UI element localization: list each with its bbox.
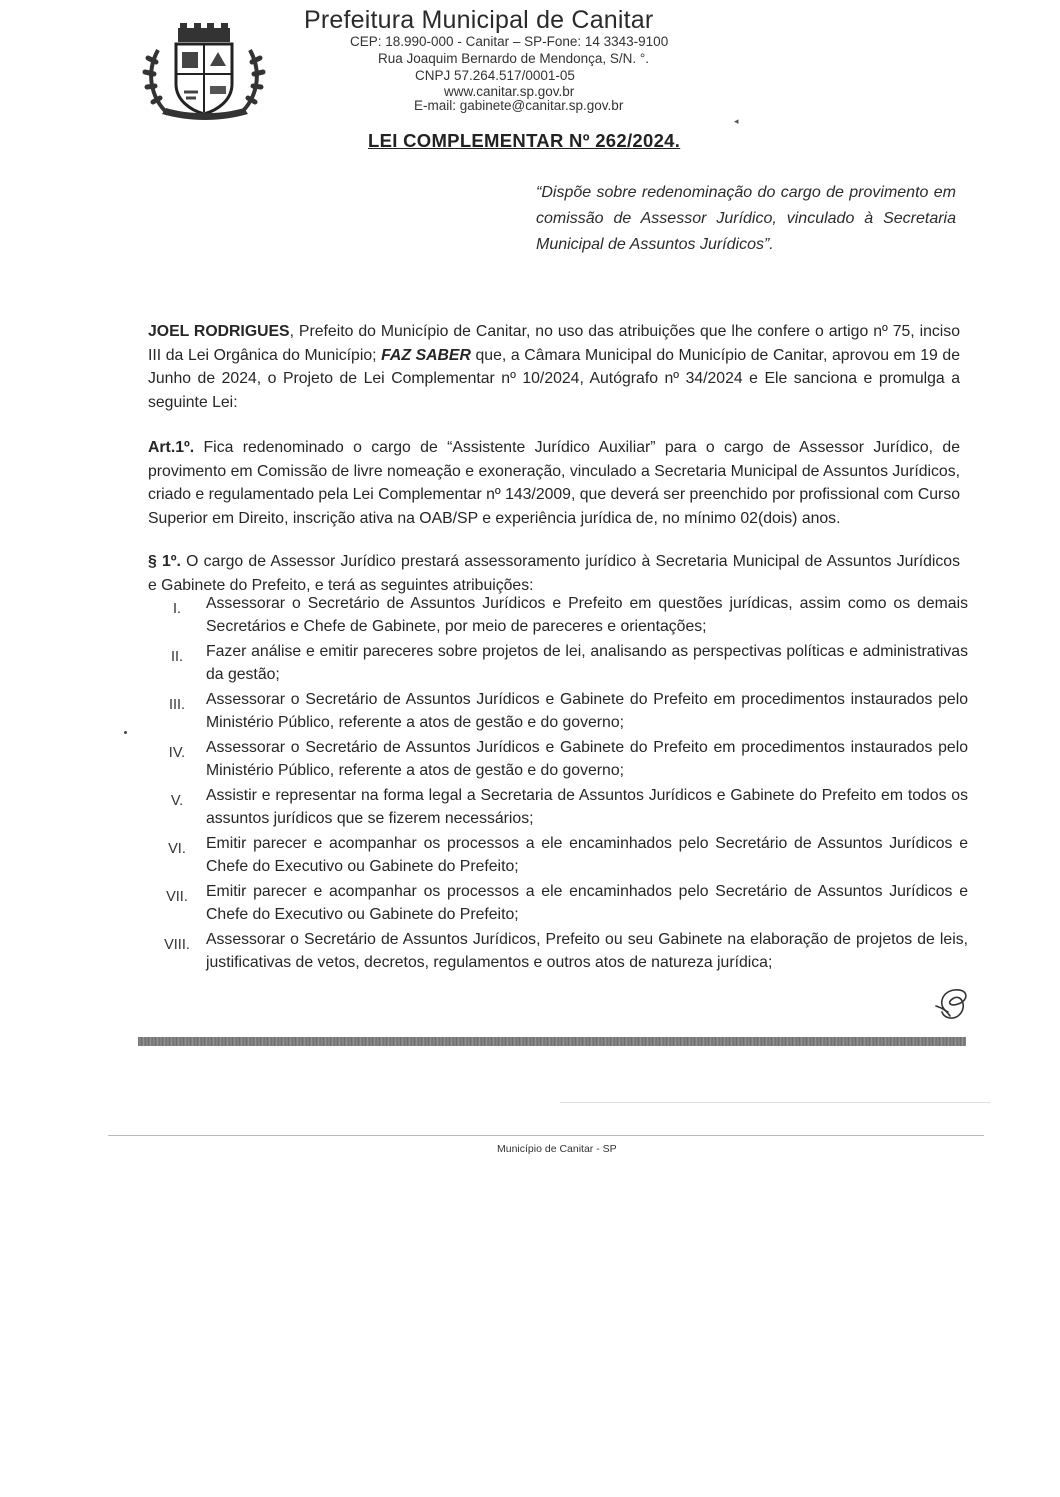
list-item [148,784,968,830]
item-text: Assistir e representar na forma legal a Secretaria de Assuntos Jurídicos e Gabinete do Prefeito em todos os assuntos jurídicos que se fizerem necessários; [206,787,968,827]
initials-signature [928,982,976,1022]
scan-mark: ◂ [734,116,739,126]
mayor-name: JOEL RODRIGUES [148,323,290,340]
item-text: Emitir parecer e acompanhar os processos a ele encaminhados pelo Secretário de Assuntos Jurídicos e Chefe do Executivo ou Gabinete do Prefeito; [206,835,968,875]
list-item [148,640,968,686]
list-item [148,736,968,782]
list-item [148,880,968,926]
header-email: E-mail: gabinete@canitar.sp.gov.br [414,98,624,113]
header-website: www.canitar.sp.gov.br [444,84,575,99]
paragraph-1 [148,550,960,597]
ementa: “Dispõe sobre redenominação do cargo de provimento em comissão de Assessor Jurídico, vinculado à Secretaria Municipal de Assuntos Jurídicos”. [536,184,956,253]
municipal-crest-icon [140,22,270,122]
divider-band [138,1037,966,1046]
law-title: LEI COMPLEMENTAR Nº 262/2024. [368,130,681,151]
header-cep-phone: CEP: 18.990-000 - Canitar – SP-Fone: 14 3343-9100 [350,34,669,49]
paragraph-1-label: § 1º. [148,553,181,570]
header-cnpj: CNPJ 57.264.517/0001-05 [415,68,575,83]
item-text: Emitir parecer e acompanhar os processos a ele encaminhados pelo Secretário de Assuntos Jurídicos e Chefe do Executivo ou Gabinete do Prefeito; [206,883,968,923]
header-address: Rua Joaquim Bernardo de Mendonça, S/N. °. [378,51,650,66]
item-number: IV. [168,745,186,761]
item-number: V. [170,793,184,809]
item-text: Assessorar o Secretário de Assuntos Jurídicos e Gabinete do Prefeito em procedimentos instaurados pelo Ministério Público, referente a atos de gestão e do governo; [206,739,968,779]
preamble-text-1: , Prefeito do Município de Canitar, no uso das atribuições que lhe confere o artigo nº 75, inciso III da Lei Orgânica do Município; [148,323,960,364]
preamble-text-2: que, a Câmara Municipal do Município de Canitar, aprovou em 19 de Junho de 2024, o Projeto de Lei Complementar nº 10/2024, Autógrafo nº 34/2024 e Ele sanciona e promulga a seguinte Lei: [148,346,960,411]
item-number: VIII. [164,937,190,953]
list-item [148,592,968,638]
list-item [148,832,968,878]
item-number: I. [172,601,182,617]
list-item [148,688,968,734]
item-text: Fazer análise e emitir pareceres sobre projetos de lei, analisando as perspectivas políticas e administrativas da gestão; [206,643,968,683]
preamble-paragraph [148,320,960,414]
item-text: Assessorar o Secretário de Assuntos Jurídicos e Gabinete do Prefeito em procedimentos instaurados pelo Ministério Público, referente a atos de gestão e do governo; [206,691,968,731]
item-number: VI. [168,841,186,857]
item-number: VII. [166,889,188,905]
scan-speck [124,731,127,734]
item-text: Assessorar o Secretário de Assuntos Jurídicos e Prefeito em questões jurídicas, assim como os demais Secretários e Chefe de Gabinete, por meio de pareceres e orientações; [206,595,968,635]
article-1 [148,436,960,530]
faz-saber: FAZ SABER [381,346,471,364]
article-1-label: Art.1º. [148,439,195,456]
article-1-text: Fica redenominado o cargo de “Assistente Jurídico Auxiliar” para o cargo de Assessor Jurídico, de provimento em Comissão de livre nomeação e exoneração, vinculado a Secretaria Municipal de Assuntos Jurídicos, criado e regulamentado pela Lei Complementar nº 143/2009, que deverá ser preenchido por profissional com Curso Superior em Direito, inscrição ativa na OAB/SP e experiência jurídica de, no mínimo 02(dois) anos. [148,439,960,527]
item-number: II. [170,649,184,665]
paragraph-1-text: O cargo de Assessor Jurídico prestará assessoramento jurídico à Secretaria Municipal de Assuntos Jurídicos e Gabinete do Prefeito, e terá as seguintes atribuições: [148,553,960,594]
item-text: Assessorar o Secretário de Assuntos Jurídicos, Prefeito ou seu Gabinete na elaboração de projetos de leis, justificativas de vetos, decretos, regulamentos e outros atos de natureza jurídica; [206,931,968,971]
attributions-list [148,592,968,976]
footer-rule [108,1135,984,1136]
item-number: III. [168,697,186,713]
list-item [148,928,968,974]
divider-line [560,1102,990,1103]
municipality-title: Prefeitura Municipal de Canitar [304,6,654,34]
footer-text: Município de Canitar - SP [497,1143,617,1155]
